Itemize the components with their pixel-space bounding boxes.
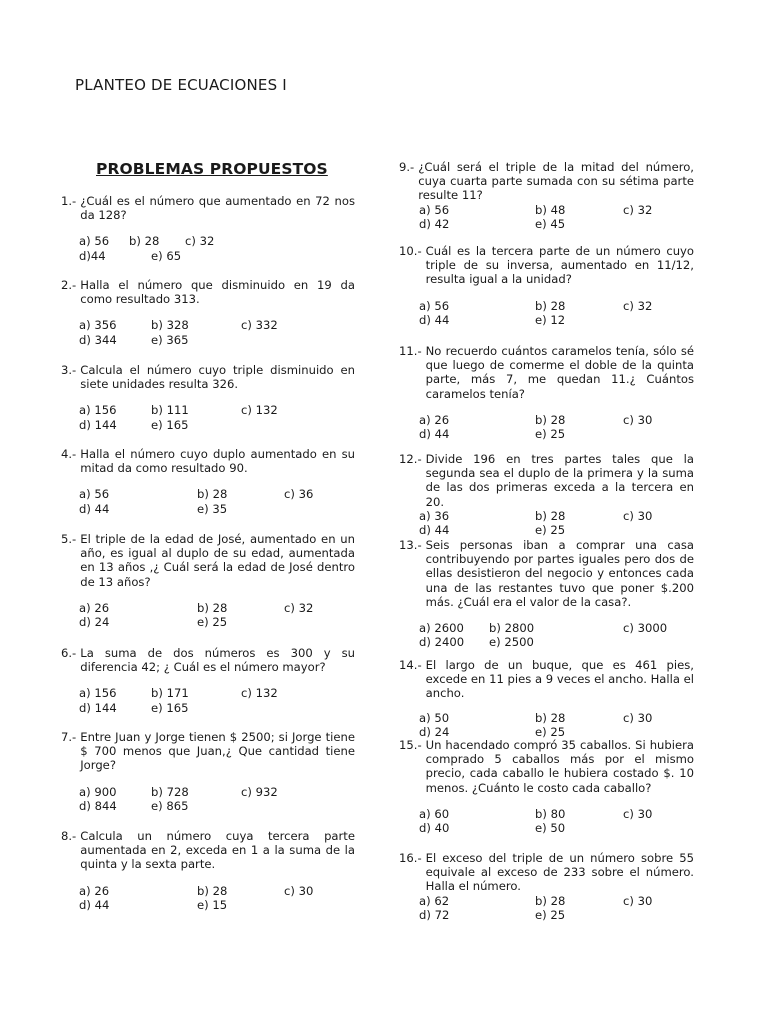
answer-option-b: b) 28: [129, 234, 160, 249]
problem-number: 7.-: [61, 730, 77, 744]
answer-option-a: a) 2600: [419, 621, 464, 636]
answer-option-e: e) 25: [535, 907, 566, 922]
answer-option-d: d) 144: [79, 700, 117, 715]
problem-8: [61, 829, 355, 912]
problem-text: Entre Juan y Jorge tienen $ 2500; si Jorge tiene $ 700 menos que Juan,¿ Que cantidad tiene Jorge?: [80, 730, 355, 773]
problem-text: El largo de un buque, que es 461 pies, excede en 11 pies a 9 veces el ancho. Halla el ancho.: [425, 658, 694, 701]
answer-option-e: e) 25: [535, 523, 566, 537]
problem-number: 2.-: [61, 278, 77, 292]
answer-option-e: e) 35: [197, 501, 228, 516]
answer-option-a: a) 26: [79, 883, 110, 898]
answer-option-c: c) 32: [185, 234, 215, 249]
answer-option-d: d) 24: [419, 724, 450, 739]
answer-option-b: b) 328: [151, 318, 189, 333]
problem-number: 11.-: [399, 344, 422, 358]
options-row: [399, 821, 694, 835]
answer-option-a: a) 900: [79, 784, 117, 799]
answer-options: [399, 299, 694, 327]
answer-option-d: d) 844: [79, 798, 117, 813]
answer-option-b: b) 28: [197, 487, 228, 502]
answer-option-b: b) 28: [197, 883, 228, 898]
answer-options: [399, 203, 694, 231]
options-row: [61, 884, 355, 898]
problem-6: [61, 646, 355, 715]
answer-option-e: e) 2500: [489, 635, 534, 650]
answer-options: [399, 894, 694, 922]
options-row: [399, 509, 694, 523]
answer-option-d: d) 44: [419, 523, 450, 537]
options-row: [399, 908, 694, 922]
answer-options: [399, 711, 694, 739]
answer-option-d: d) 144: [79, 417, 117, 432]
problem-text: El exceso del triple de un número sobre 55 equivale al exceso de 233 sobre el número. Halla el número.: [425, 851, 694, 894]
answer-options: [61, 686, 355, 714]
options-row: [61, 502, 355, 516]
problem-question: [61, 730, 355, 773]
answer-option-d: d) 24: [79, 615, 110, 629]
answer-option-c: c) 30: [623, 806, 653, 821]
problem-text: Un hacendado compró 35 caballos. Si hubiera comprado 5 caballos más por el mismo precio, cada caballo le hubiera costado $. 10 menos. ¿Cuánto le costo cada caballo?: [425, 738, 694, 795]
options-row: [61, 403, 355, 417]
answer-option-a: a) 156: [79, 403, 117, 418]
options-row: [399, 203, 694, 217]
problem-question: [399, 851, 694, 894]
answer-option-b: b) 111: [151, 403, 189, 418]
options-row: [61, 686, 355, 700]
answer-option-b: b) 171: [151, 686, 189, 701]
problem-13: [399, 538, 694, 649]
answer-option-e: e) 45: [535, 216, 566, 231]
problem-text: ¿Cuál es el número que aumentado en 72 nos da 128?: [80, 194, 355, 223]
options-row: [61, 487, 355, 501]
answer-option-e: e) 365: [151, 332, 189, 347]
answer-option-d: d) 42: [419, 216, 450, 231]
answer-option-b: b) 728: [151, 784, 189, 799]
problem-number: 13.-: [399, 538, 422, 552]
options-row: [399, 299, 694, 313]
answer-option-b: b) 28: [535, 893, 566, 908]
problem-9: [399, 160, 694, 231]
answer-option-a: a) 356: [79, 318, 117, 333]
answer-option-d: d) 44: [79, 501, 110, 516]
options-row: [399, 894, 694, 908]
answer-option-e: e) 865: [151, 798, 189, 813]
answer-option-c: c) 32: [623, 202, 653, 217]
answer-option-d: d) 344: [79, 332, 117, 347]
page-header: PLANTEO DE ECUACIONES I: [75, 76, 287, 94]
answer-option-b: b) 28: [535, 508, 566, 523]
problem-7: [61, 730, 355, 813]
problem-question: [399, 738, 694, 795]
answer-option-c: c) 332: [241, 318, 278, 333]
options-row: [399, 807, 694, 821]
answer-option-c: c) 32: [284, 600, 314, 615]
problem-text: Calcula el número cuyo triple disminuido en siete unidades resulta 326.: [80, 363, 355, 392]
answer-option-a: a) 26: [79, 600, 110, 615]
options-row: [61, 799, 355, 813]
problem-2: [61, 278, 355, 347]
options-row: [61, 234, 355, 248]
problem-question: [399, 538, 694, 609]
answer-options: [61, 884, 355, 912]
options-row: [399, 621, 694, 635]
answer-option-d: d) 44: [79, 897, 110, 912]
answer-option-c: c) 30: [623, 710, 653, 725]
problem-text: No recuerdo cuántos caramelos tenía, sólo sé que luego de comerme el doble de la quinta parte, más 7, me quedan 11.¿ Cuántos caramelos tenía?: [425, 344, 694, 401]
answer-option-a: a) 60: [419, 806, 450, 821]
problem-text: Cuál es la tercera parte de un número cuyo triple de su inversa, aumentado en 11/12, resulta igual a la unidad?: [425, 244, 694, 287]
options-row: [61, 785, 355, 799]
problem-question: [399, 658, 694, 701]
answer-option-e: e) 50: [535, 821, 566, 835]
answer-option-c: c) 932: [241, 784, 278, 799]
answer-option-d: d) 44: [419, 427, 450, 441]
answer-option-b: b) 2800: [489, 621, 535, 636]
problem-number: 1.-: [61, 194, 77, 208]
options-row: [61, 333, 355, 347]
options-row: [61, 249, 355, 263]
problem-10: [399, 244, 694, 327]
answer-option-e: e) 25: [197, 615, 228, 629]
problem-question: [61, 829, 355, 872]
problem-text: Divide 196 en tres partes tales que la segunda sea el duplo de la primera y la suma de las dos primeras exceda a la tercera en 20.: [425, 452, 694, 509]
problem-question: [61, 278, 355, 306]
options-row: [61, 898, 355, 912]
problem-number: 12.-: [399, 452, 422, 466]
problem-question: [61, 646, 355, 674]
options-row: [399, 711, 694, 725]
answer-option-e: e) 165: [151, 700, 189, 715]
problem-question: [61, 194, 355, 222]
options-row: [399, 523, 694, 537]
options-row: [399, 413, 694, 427]
problem-number: 15.-: [399, 738, 422, 752]
answer-options: [61, 785, 355, 813]
answer-option-c: c) 32: [623, 298, 653, 313]
problem-text: El triple de la edad de José, aumentado en un año, es igual al duplo de su edad, aumentada en 13 años ,¿ Cuál será la edad de José dentro de 13 años?: [80, 532, 355, 589]
answer-options: [61, 318, 355, 346]
answer-option-c: c) 30: [623, 893, 653, 908]
answer-option-c: c) 132: [241, 686, 278, 701]
problem-text: Seis personas iban a comprar una casa contribuyendo por partes iguales pero dos de ellas desistieron del negocio y entonces cada una de las restantes tuvo que poner $.200 más. ¿Cuál era el valor de la casa?.: [425, 538, 694, 609]
problem-text: La suma de dos números es 300 y su diferencia 42; ¿ Cuál es el número mayor?: [80, 646, 355, 675]
problem-text: Halla el número que disminuido en 19 da como resultado 313.: [80, 278, 355, 307]
problem-text: ¿Cuál será el triple de la mitad del número, cuya cuarta parte sumada con su sétima parte resulte 11?: [418, 160, 694, 203]
answer-option-c: c) 30: [284, 883, 314, 898]
answer-option-d: d) 44: [419, 312, 450, 327]
answer-option-c: c) 30: [623, 412, 653, 427]
problem-11: [399, 344, 694, 441]
answer-option-a: a) 50: [419, 710, 450, 725]
options-row: [399, 313, 694, 327]
answer-option-a: a) 36: [419, 508, 450, 523]
problem-4: [61, 447, 355, 516]
problem-text: Calcula un número cuya tercera parte aumentada en 2, exceda en 1 a la suma de la quinta y la sexta parte.: [80, 829, 355, 872]
answer-option-a: a) 26: [419, 412, 450, 427]
answer-option-e: e) 165: [151, 417, 189, 432]
answer-option-d: d) 2400: [419, 635, 465, 650]
answer-option-a: a) 56: [79, 487, 110, 502]
answer-option-a: a) 56: [79, 234, 110, 249]
options-row: [399, 427, 694, 441]
problem-question: [399, 452, 694, 509]
problem-question: [61, 447, 355, 475]
answer-option-e: e) 25: [535, 724, 566, 739]
problem-12: [399, 452, 694, 537]
problem-text: Halla el número cuyo duplo aumentado en su mitad da como resultado 90.: [80, 447, 355, 476]
answer-option-b: b) 28: [197, 600, 228, 615]
answer-option-c: c) 3000: [623, 621, 668, 636]
problem-number: 16.-: [399, 851, 422, 865]
problem-number: 6.-: [61, 646, 77, 660]
answer-options: [399, 509, 694, 537]
problem-5: [61, 532, 355, 629]
answer-option-e: e) 12: [535, 312, 566, 327]
answer-option-c: c) 132: [241, 403, 278, 418]
options-row: [61, 318, 355, 332]
answer-option-d: d) 72: [419, 907, 450, 922]
problem-14: [399, 658, 694, 739]
problem-question: [61, 532, 355, 589]
options-row: [61, 418, 355, 432]
section-title: PROBLEMAS PROPUESTOS: [96, 160, 328, 178]
problem-number: 14.-: [399, 658, 422, 672]
answer-options: [61, 487, 355, 515]
problem-3: [61, 363, 355, 432]
answer-option-e: e) 65: [151, 248, 182, 263]
problem-number: 10.-: [399, 244, 422, 258]
problem-question: [399, 160, 694, 203]
answer-option-a: a) 56: [419, 202, 450, 217]
answer-options: [399, 621, 694, 649]
answer-option-e: e) 25: [535, 427, 566, 441]
options-row: [61, 615, 355, 629]
answer-option-b: b) 48: [535, 202, 566, 217]
answer-option-a: a) 56: [419, 298, 450, 313]
answer-option-a: a) 156: [79, 686, 117, 701]
answer-options: [61, 601, 355, 629]
answer-option-b: b) 28: [535, 412, 566, 427]
problem-number: 4.-: [61, 447, 77, 461]
answer-option-e: e) 15: [197, 897, 228, 912]
answer-option-d: d)44: [79, 248, 106, 263]
answer-option-d: d) 40: [419, 821, 450, 835]
answer-option-a: a) 62: [419, 893, 450, 908]
options-row: [61, 601, 355, 615]
answer-option-b: b) 28: [535, 710, 566, 725]
answer-options: [61, 234, 355, 262]
problem-number: 8.-: [61, 829, 77, 843]
problem-16: [399, 851, 694, 922]
answer-options: [399, 413, 694, 441]
answer-option-b: b) 80: [535, 806, 566, 821]
answer-options: [399, 807, 694, 835]
problem-number: 5.-: [61, 532, 77, 546]
answer-options: [61, 403, 355, 431]
options-row: [61, 701, 355, 715]
problem-1: [61, 194, 355, 263]
options-row: [399, 635, 694, 649]
problem-number: 9.-: [399, 160, 415, 174]
answer-option-b: b) 28: [535, 298, 566, 313]
options-row: [399, 217, 694, 231]
problem-question: [399, 344, 694, 401]
answer-option-c: c) 30: [623, 508, 653, 523]
problem-number: 3.-: [61, 363, 77, 377]
problem-question: [399, 244, 694, 287]
problem-15: [399, 738, 694, 835]
options-row: [399, 725, 694, 739]
answer-option-c: c) 36: [284, 487, 314, 502]
problem-question: [61, 363, 355, 391]
